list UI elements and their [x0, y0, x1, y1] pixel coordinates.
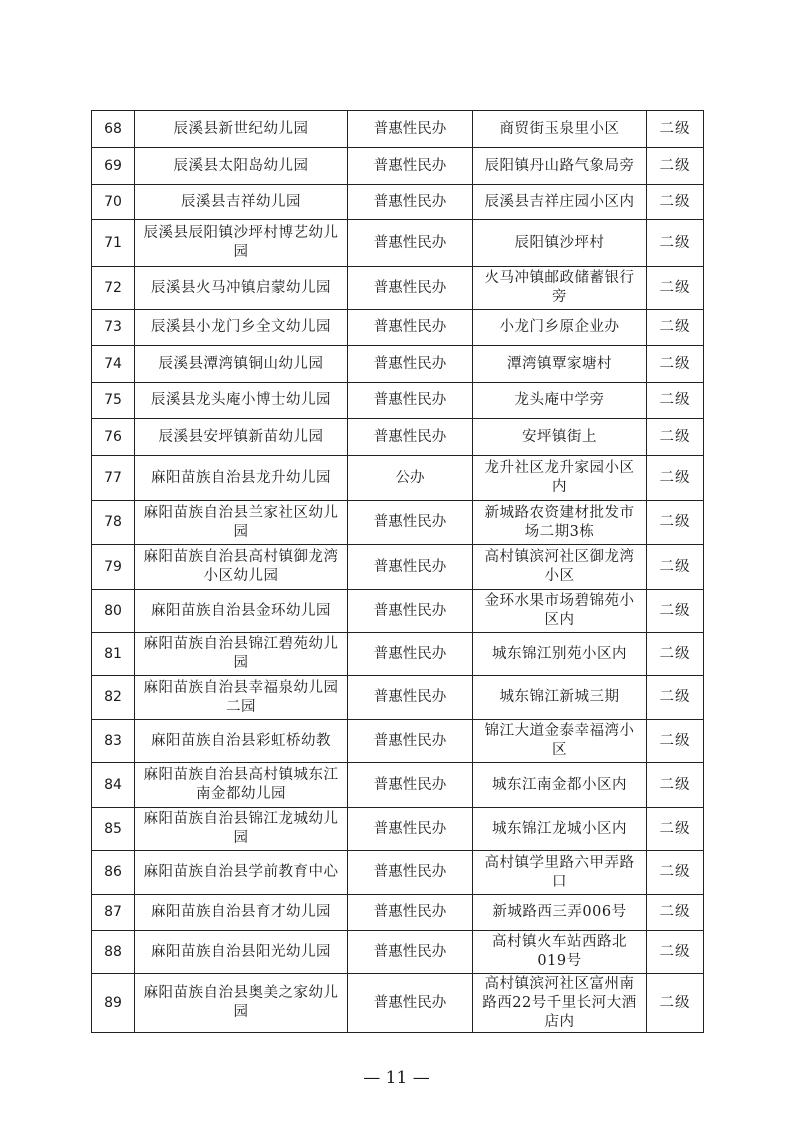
kindergarten-name-cell: 麻阳苗族自治县高村镇城东江南金都幼儿园 — [135, 763, 348, 808]
row-number-cell: 80 — [92, 590, 135, 633]
address-cell: 高村镇滨河社区富州南路西22号千里长河大酒店内 — [473, 974, 647, 1033]
grade-level-cell: 二级 — [647, 456, 704, 501]
address-cell: 城东锦江龙城小区内 — [473, 808, 647, 851]
row-number-cell: 81 — [92, 633, 135, 676]
kindergarten-name-cell: 辰溪县新世纪幼儿园 — [135, 111, 348, 148]
address-cell: 城东锦江新城三期 — [473, 676, 647, 720]
table-row — [92, 808, 704, 851]
table-row — [92, 383, 704, 419]
table-row — [92, 895, 704, 931]
kindergarten-name-cell: 麻阳苗族自治县高村镇御龙湾小区幼儿园 — [135, 545, 348, 590]
address-cell: 高村镇学里路六甲弄路口 — [473, 851, 647, 895]
row-number-cell: 71 — [92, 220, 135, 267]
address-cell: 火马冲镇邮政储蓄银行旁 — [473, 267, 647, 310]
grade-level-cell: 二级 — [647, 808, 704, 851]
table-row — [92, 931, 704, 974]
table-row — [92, 220, 704, 267]
school-type-cell: 普惠性民办 — [348, 974, 473, 1033]
page-number: — 11 — — [363, 1068, 430, 1088]
kindergarten-name-cell: 麻阳苗族自治县金环幼儿园 — [135, 590, 348, 633]
school-type-cell: 普惠性民办 — [348, 419, 473, 456]
table-row — [92, 851, 704, 895]
grade-level-cell: 二级 — [647, 383, 704, 419]
address-cell: 城东江南金都小区内 — [473, 763, 647, 808]
address-cell: 龙头庵中学旁 — [473, 383, 647, 419]
school-type-cell: 普惠性民办 — [348, 111, 473, 148]
grade-level-cell: 二级 — [647, 346, 704, 383]
school-type-cell: 普惠性民办 — [348, 220, 473, 267]
grade-level-cell: 二级 — [647, 851, 704, 895]
kindergarten-name-cell: 辰溪县火马冲镇启蒙幼儿园 — [135, 267, 348, 310]
school-type-cell: 普惠性民办 — [348, 763, 473, 808]
grade-level-cell: 二级 — [647, 676, 704, 720]
row-number-cell: 72 — [92, 267, 135, 310]
kindergarten-name-cell: 麻阳苗族自治县幸福泉幼儿园二园 — [135, 676, 348, 720]
table-row — [92, 763, 704, 808]
row-number-cell: 69 — [92, 148, 135, 185]
school-type-cell: 普惠性民办 — [348, 310, 473, 346]
row-number-cell: 87 — [92, 895, 135, 931]
school-type-cell: 普惠性民办 — [348, 346, 473, 383]
table-row — [92, 545, 704, 590]
row-number-cell: 86 — [92, 851, 135, 895]
address-cell: 高村镇火车站西路北019号 — [473, 931, 647, 974]
kindergarten-name-cell: 麻阳苗族自治县锦江碧苑幼儿园 — [135, 633, 348, 676]
address-cell: 潭湾镇覃家塘村 — [473, 346, 647, 383]
school-type-cell: 普惠性民办 — [348, 633, 473, 676]
kindergarten-name-cell: 辰溪县安坪镇新苗幼儿园 — [135, 419, 348, 456]
kindergarten-name-cell: 麻阳苗族自治县奥美之家幼儿园 — [135, 974, 348, 1033]
grade-level-cell: 二级 — [647, 148, 704, 185]
school-type-cell: 普惠性民办 — [348, 383, 473, 419]
grade-level-cell: 二级 — [647, 185, 704, 220]
table-row — [92, 720, 704, 763]
grade-level-cell: 二级 — [647, 931, 704, 974]
address-cell: 商贸街玉泉里小区 — [473, 111, 647, 148]
table-row — [92, 346, 704, 383]
school-type-cell: 普惠性民办 — [348, 895, 473, 931]
table-row — [92, 111, 704, 148]
table-row — [92, 185, 704, 220]
table-body — [92, 111, 704, 1033]
address-cell: 小龙门乡原企业办 — [473, 310, 647, 346]
row-number-cell: 85 — [92, 808, 135, 851]
address-cell: 辰阳镇沙坪村 — [473, 220, 647, 267]
address-cell: 锦江大道金泰幸福湾小区 — [473, 720, 647, 763]
school-type-cell: 普惠性民办 — [348, 185, 473, 220]
row-number-cell: 78 — [92, 501, 135, 545]
grade-level-cell: 二级 — [647, 310, 704, 346]
grade-level-cell: 二级 — [647, 419, 704, 456]
table-row — [92, 590, 704, 633]
kindergarten-name-cell: 麻阳苗族自治县彩虹桥幼教 — [135, 720, 348, 763]
kindergarten-name-cell: 麻阳苗族自治县阳光幼儿园 — [135, 931, 348, 974]
grade-level-cell: 二级 — [647, 545, 704, 590]
school-type-cell: 普惠性民办 — [348, 720, 473, 763]
row-number-cell: 73 — [92, 310, 135, 346]
kindergarten-name-cell: 麻阳苗族自治县龙升幼儿园 — [135, 456, 348, 501]
kindergarten-table — [91, 110, 704, 1033]
row-number-cell: 83 — [92, 720, 135, 763]
row-number-cell: 79 — [92, 545, 135, 590]
row-number-cell: 70 — [92, 185, 135, 220]
address-cell: 新城路农资建材批发市场二期3栋 — [473, 501, 647, 545]
school-type-cell: 普惠性民办 — [348, 148, 473, 185]
row-number-cell: 74 — [92, 346, 135, 383]
address-cell: 辰溪县吉祥庄园小区内 — [473, 185, 647, 220]
row-number-cell: 88 — [92, 931, 135, 974]
school-type-cell: 普惠性民办 — [348, 267, 473, 310]
address-cell: 新城路西三弄006号 — [473, 895, 647, 931]
table-row — [92, 501, 704, 545]
kindergarten-name-cell: 辰溪县潭湾镇铜山幼儿园 — [135, 346, 348, 383]
address-cell: 安坪镇街上 — [473, 419, 647, 456]
school-type-cell: 普惠性民办 — [348, 501, 473, 545]
grade-level-cell: 二级 — [647, 111, 704, 148]
grade-level-cell: 二级 — [647, 501, 704, 545]
school-type-cell: 普惠性民办 — [348, 545, 473, 590]
school-type-cell: 普惠性民办 — [348, 590, 473, 633]
table-row — [92, 974, 704, 1033]
kindergarten-name-cell: 辰溪县辰阳镇沙坪村博艺幼儿园 — [135, 220, 348, 267]
school-type-cell: 普惠性民办 — [348, 676, 473, 720]
row-number-cell: 89 — [92, 974, 135, 1033]
grade-level-cell: 二级 — [647, 633, 704, 676]
kindergarten-name-cell: 辰溪县太阳岛幼儿园 — [135, 148, 348, 185]
kindergarten-name-cell: 麻阳苗族自治县锦江龙城幼儿园 — [135, 808, 348, 851]
grade-level-cell: 二级 — [647, 590, 704, 633]
address-cell: 辰阳镇丹山路气象局旁 — [473, 148, 647, 185]
table-row — [92, 456, 704, 501]
grade-level-cell: 二级 — [647, 974, 704, 1033]
address-cell: 金环水果市场碧锦苑小区内 — [473, 590, 647, 633]
kindergarten-name-cell: 麻阳苗族自治县育才幼儿园 — [135, 895, 348, 931]
kindergarten-name-cell: 辰溪县小龙门乡全文幼儿园 — [135, 310, 348, 346]
row-number-cell: 84 — [92, 763, 135, 808]
school-type-cell: 普惠性民办 — [348, 808, 473, 851]
row-number-cell: 77 — [92, 456, 135, 501]
kindergarten-name-cell: 麻阳苗族自治县兰家社区幼儿园 — [135, 501, 348, 545]
kindergarten-name-cell: 辰溪县吉祥幼儿园 — [135, 185, 348, 220]
row-number-cell: 82 — [92, 676, 135, 720]
grade-level-cell: 二级 — [647, 720, 704, 763]
table-row — [92, 267, 704, 310]
row-number-cell: 76 — [92, 419, 135, 456]
row-number-cell: 75 — [92, 383, 135, 419]
table-row — [92, 419, 704, 456]
grade-level-cell: 二级 — [647, 763, 704, 808]
grade-level-cell: 二级 — [647, 220, 704, 267]
kindergarten-name-cell: 麻阳苗族自治县学前教育中心 — [135, 851, 348, 895]
table-row — [92, 310, 704, 346]
table-row — [92, 148, 704, 185]
school-type-cell: 公办 — [348, 456, 473, 501]
table-row — [92, 676, 704, 720]
school-type-cell: 普惠性民办 — [348, 851, 473, 895]
school-type-cell: 普惠性民办 — [348, 931, 473, 974]
grade-level-cell: 二级 — [647, 267, 704, 310]
address-cell: 龙升社区龙升家园小区内 — [473, 456, 647, 501]
row-number-cell: 68 — [92, 111, 135, 148]
address-cell: 高村镇滨河社区御龙湾小区 — [473, 545, 647, 590]
kindergarten-name-cell: 辰溪县龙头庵小博士幼儿园 — [135, 383, 348, 419]
table-row — [92, 633, 704, 676]
address-cell: 城东锦江别苑小区内 — [473, 633, 647, 676]
grade-level-cell: 二级 — [647, 895, 704, 931]
